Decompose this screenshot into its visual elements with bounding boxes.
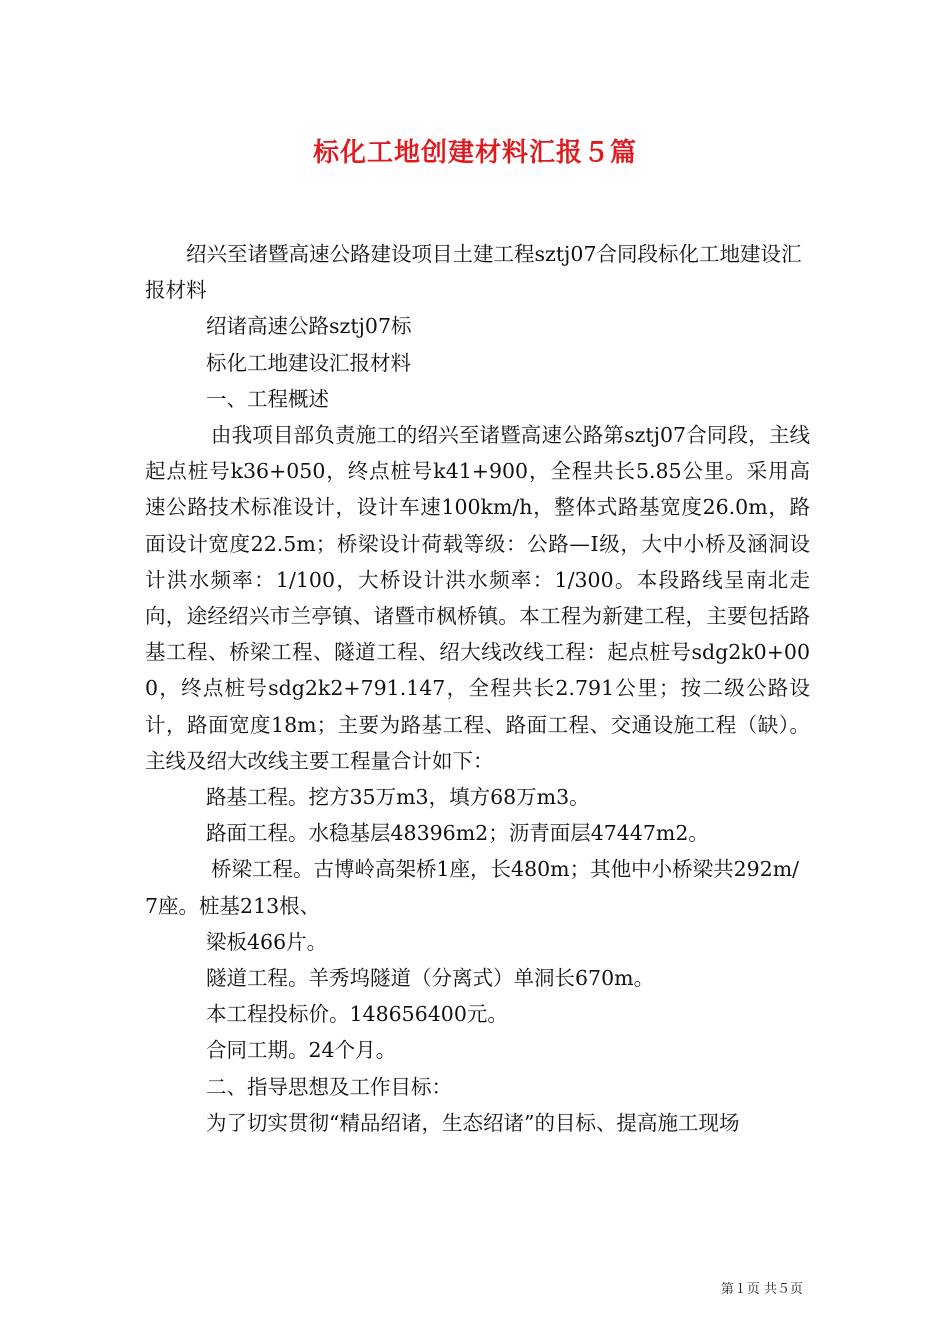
paragraph-bid-price: 本工程投标价。148656400元。 — [206, 1002, 508, 1027]
paragraph-pavement: 路面工程。水稳基层48396m2；沥青面层47447m2。 — [206, 821, 709, 846]
paragraph-bridge: 桥梁工程。古博岭高架桥1座，长480m；其他中小桥梁共292m/7座。桩基213根、 — [145, 857, 800, 918]
paragraph-guiding-body: 为了切实贯彻“精品绍诸，生态绍诸”的目标、提高施工现场 — [206, 1110, 740, 1135]
paragraph-report-name: 标化工地建设汇报材料 — [206, 350, 411, 375]
page-number: 第１页 共５页 — [720, 1282, 803, 1297]
paragraph-section-name: 绍诸高速公路sztj07标 — [206, 314, 412, 339]
document-title: 标化工地创建材料汇报５篇 — [312, 138, 637, 168]
document-body — [145, 236, 810, 1141]
paragraph-subgrade: 路基工程。挖方35万m3，填方68万m3。 — [206, 785, 590, 810]
paragraph-beam-slab: 梁板466片。 — [206, 929, 328, 954]
paragraph-overview-body: 由我项目部负责施工的绍兴至诸暨高速公路第sztj07合同段，主线起点桩号k36+050，终点桩号k41+900，全程共长5.85公里。采用高速公路技术标准设计，设计车速100km/h，整体式路基宽度26.0m，路面设计宽度22.5m；桥梁设计荷载等级：公路—Ⅰ级，大中小桥及涵洞设计洪水频率：1/100，大桥设计洪水频率：1/300。本段路线呈南北走向，途经绍兴市兰亭镇、诸暨市枫桥镇。本工程为新建工程，主要包括路基工程、桥梁工程、隧道工程、绍大线改线工程：起点桩号sdg2k0+000，终点桩号sdg2k2+791.147，全程共长2.791公里；按二级公路设计，路面宽度18m；主要为路基工程、路面工程、交通设施工程（缺）。主线及绍大改线主要工程量合计如下： — [145, 423, 810, 773]
heading-guiding-ideas: 二、指导思想及工作目标： — [206, 1074, 452, 1099]
paragraph-project-heading: 绍兴至诸暨高速公路建设项目土建工程sztj07合同段标化工地建设汇报材料 — [145, 242, 802, 303]
paragraph-tunnel: 隧道工程。羊秀坞隧道（分离式）单洞长670m。 — [206, 966, 655, 991]
heading-project-overview: 一、工程概述 — [206, 386, 329, 411]
paragraph-contract-period: 合同工期。24个月。 — [206, 1038, 397, 1063]
